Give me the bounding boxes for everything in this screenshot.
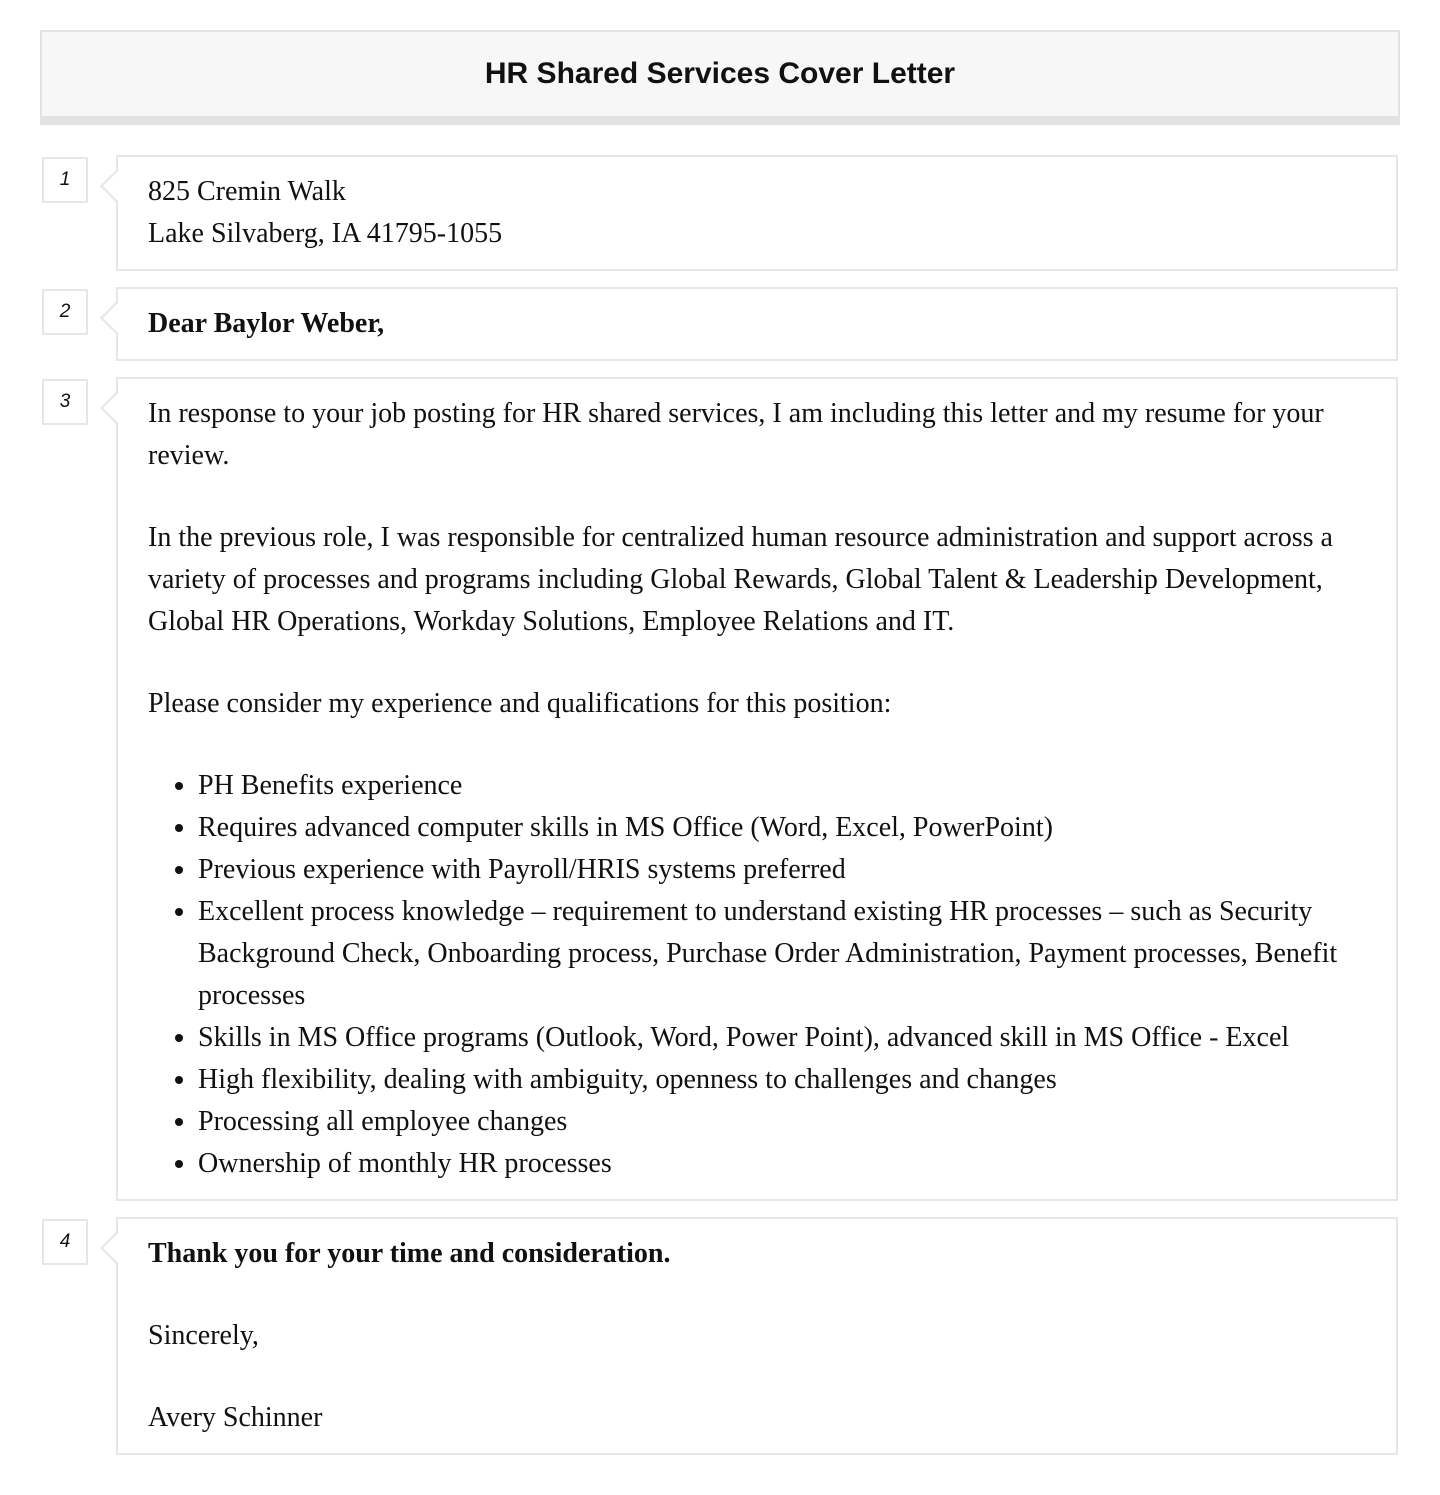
body-section <box>116 377 1398 1201</box>
intro-paragraph: In response to your job posting for HR shared services, I am including this letter and my resume for your review. <box>148 398 1324 471</box>
document-header <box>40 30 1400 125</box>
list-item: • Ownership of monthly HR processes <box>198 1143 1366 1185</box>
list-item: • Skills in MS Office programs (Outlook, Word, Power Point), advanced skill in MS Office - Excel <box>198 1017 1366 1059</box>
signature-name: Avery Schinner <box>148 1402 323 1433</box>
address-line-1: 825 Cremin Walk <box>148 176 346 207</box>
signoff: Sincerely, <box>148 1320 259 1351</box>
qualifications-intro: Please consider my experience and qualifications for this position: <box>148 688 892 719</box>
list-item: • Requires advanced computer skills in MS Office (Word, Excel, PowerPoint) <box>198 807 1366 849</box>
address-line-2: Lake Silvaberg, IA 41795-1055 <box>148 218 503 249</box>
list-item: • PH Benefits experience <box>198 765 1366 807</box>
greeting-section <box>116 287 1398 361</box>
greeting: Dear Baylor Weber, <box>148 308 385 339</box>
list-item: • Processing all employee changes <box>198 1101 1366 1143</box>
closing-line: Thank you for your time and consideration. <box>148 1238 671 1269</box>
experience-paragraph: In the previous role, I was responsible for centralized human resource administration and support across a variety of processes and programs including Global Rewards, Global Talent & Leadership Development, Global HR Operations, Workday Solutions, Employee Relations and IT. <box>148 522 1333 637</box>
page-title: HR Shared Services Cover Letter <box>484 57 956 90</box>
section-number-badge: 2 <box>42 289 88 335</box>
list-item: • Previous experience with Payroll/HRIS systems preferred <box>198 849 1366 891</box>
section-number-badge: 4 <box>42 1219 88 1265</box>
list-item: • High flexibility, dealing with ambiguity, openness to challenges and changes <box>198 1059 1366 1101</box>
section-number-badge: 3 <box>42 379 88 425</box>
section-number-badge: 1 <box>42 157 88 203</box>
list-item: • Excellent process knowledge – requirement to understand existing HR processes – such as Security Background Check, Onboarding process, Purchase Order Administration, Payment processes, Benefit processes <box>198 891 1366 1017</box>
closing-section <box>116 1217 1398 1455</box>
address-section <box>116 155 1398 271</box>
qualifications-list <box>148 765 1366 1185</box>
